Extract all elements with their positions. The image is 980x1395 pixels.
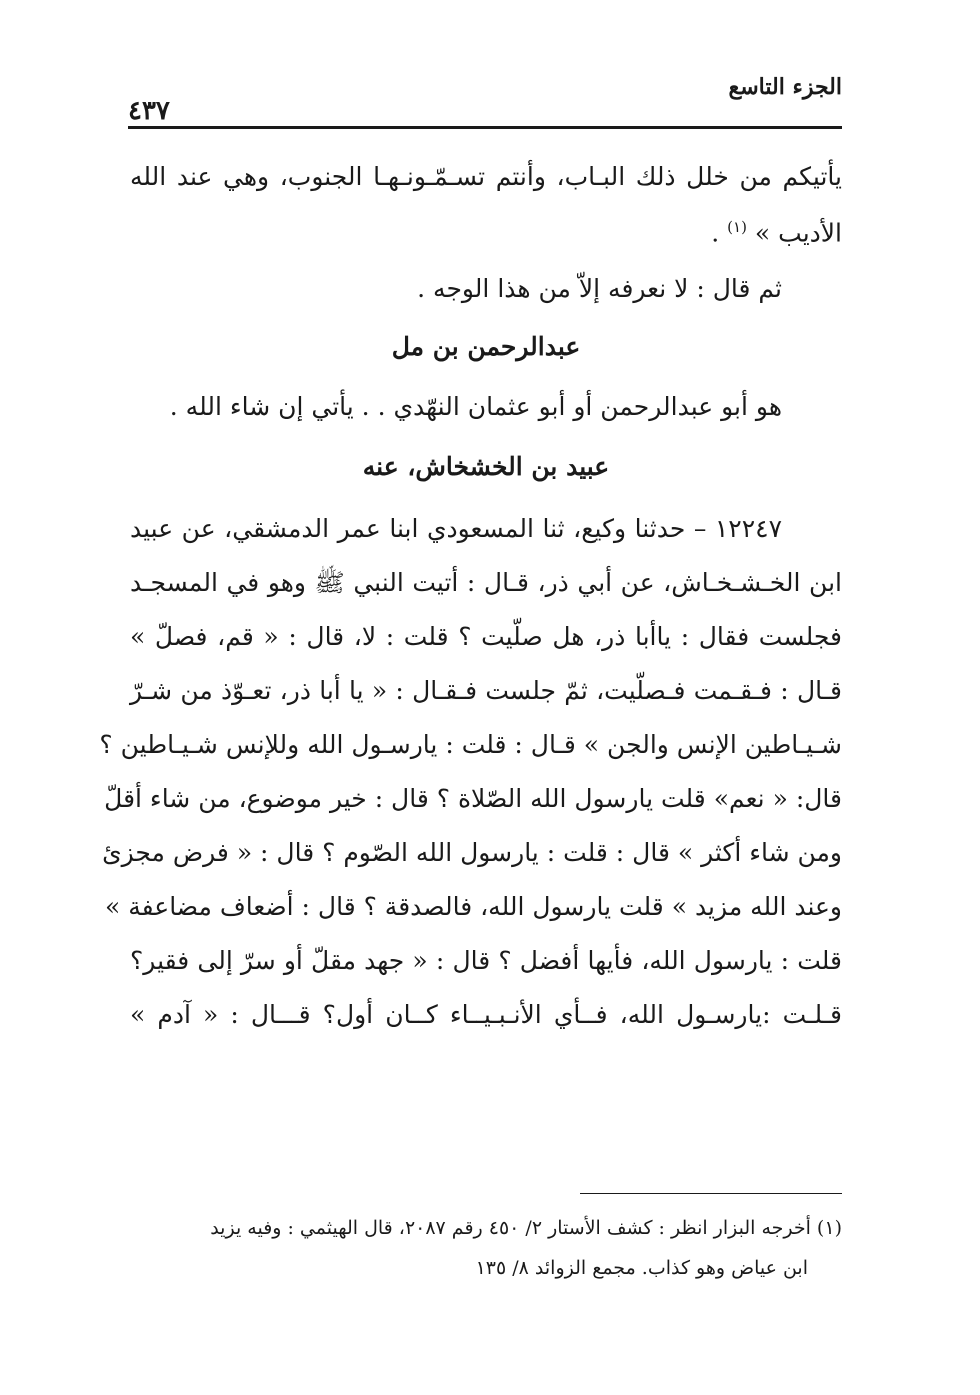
- footnote-line: ابن عياض وهو كذاب. مجمع الزوائد ٨/ ١٣٥: [475, 1257, 808, 1279]
- text-line: قـال : فـقـمت فـصلّيت، ثمّ جلست فـقـال : « يا أبا ذر، تعـوّذ من شـرّ: [130, 676, 842, 705]
- text-line: ومن شاء أكثر » قال : قلت : يارسول الله الصّوم ؟ قال : « فرض مجزئ: [102, 838, 842, 867]
- section-heading: عبيد بن الخشخاش، عنه: [362, 452, 610, 481]
- footnote-line: (١) أخرجه البزار انظر : كشف الأستار ٢/ ٤٥٠ رقم ٢٠٨٧، قال الهيثمي : وفيه يزيد: [210, 1217, 842, 1239]
- text-line: فجلست فقال : ياأبا ذر، هل صلّيت ؟ قلت : لا، قال : « قم، فصلّ »: [130, 622, 842, 651]
- text-line: قلت : يارسول الله، فأيها أفضل ؟ قال : « جهد مقلّ أو سرّ إلى فقير؟: [130, 946, 842, 975]
- text-line: ثم قال : لا نعرفه إلاّ من هذا الوجه .: [417, 274, 782, 303]
- text-line: [130, 200, 842, 254]
- text-line: يأتيكم من خلل ذلك البـاب، وأنتم تسـمّـونـهـا الجنوب، وهي عند الله: [130, 162, 842, 191]
- text-fragment: الأديب »: [754, 218, 842, 248]
- text-line: هو أبو عبدالرحمن أو أبو عثمان النهّدي . . يأتي إن شاء الله .: [169, 392, 782, 421]
- text-line: قال: « نعم» قلت يارسول الله الصّلاة ؟ قال : خير موضوع، من شاء أقلّ: [104, 784, 842, 813]
- page-number: ٤٣٧: [128, 96, 170, 126]
- running-header: [128, 70, 842, 130]
- text-line: وعند الله مزيد » قلت يارسول الله، فالصدقة ؟ قال : أضعاف مضاعفة »: [104, 892, 842, 921]
- text-line: شـيـاطين الإنس والجن » قـال : قلت : يارسـول الله وللإنس شـيـاطين ؟: [99, 730, 842, 759]
- text-line: ١٢٢٤٧ – حدثنا وكيع، ثنا المسعودي ابنا عمر الدمشقي، عن عبيد: [130, 514, 782, 543]
- volume-title: الجزء التاسع: [728, 74, 842, 100]
- section-heading: عبدالرحمن بن مل: [391, 332, 581, 361]
- footnote-rule: [580, 1193, 842, 1194]
- text-line: قـلـت :يارسـول الله، فــأي الأنـبـيــاء كــان أول؟ قـــال : « آدم »: [130, 1000, 842, 1029]
- text-line: ابن الخـشـخـاش، عن أبي ذر، قـال : أتيت النبي ﷺ وهو في المسجـد: [130, 568, 842, 597]
- text-fragment: .: [711, 218, 720, 248]
- footnotes: [130, 1208, 842, 1288]
- main-text: [99, 150, 842, 1042]
- header-rule: [128, 126, 842, 129]
- footnote-marker: (١): [727, 218, 747, 236]
